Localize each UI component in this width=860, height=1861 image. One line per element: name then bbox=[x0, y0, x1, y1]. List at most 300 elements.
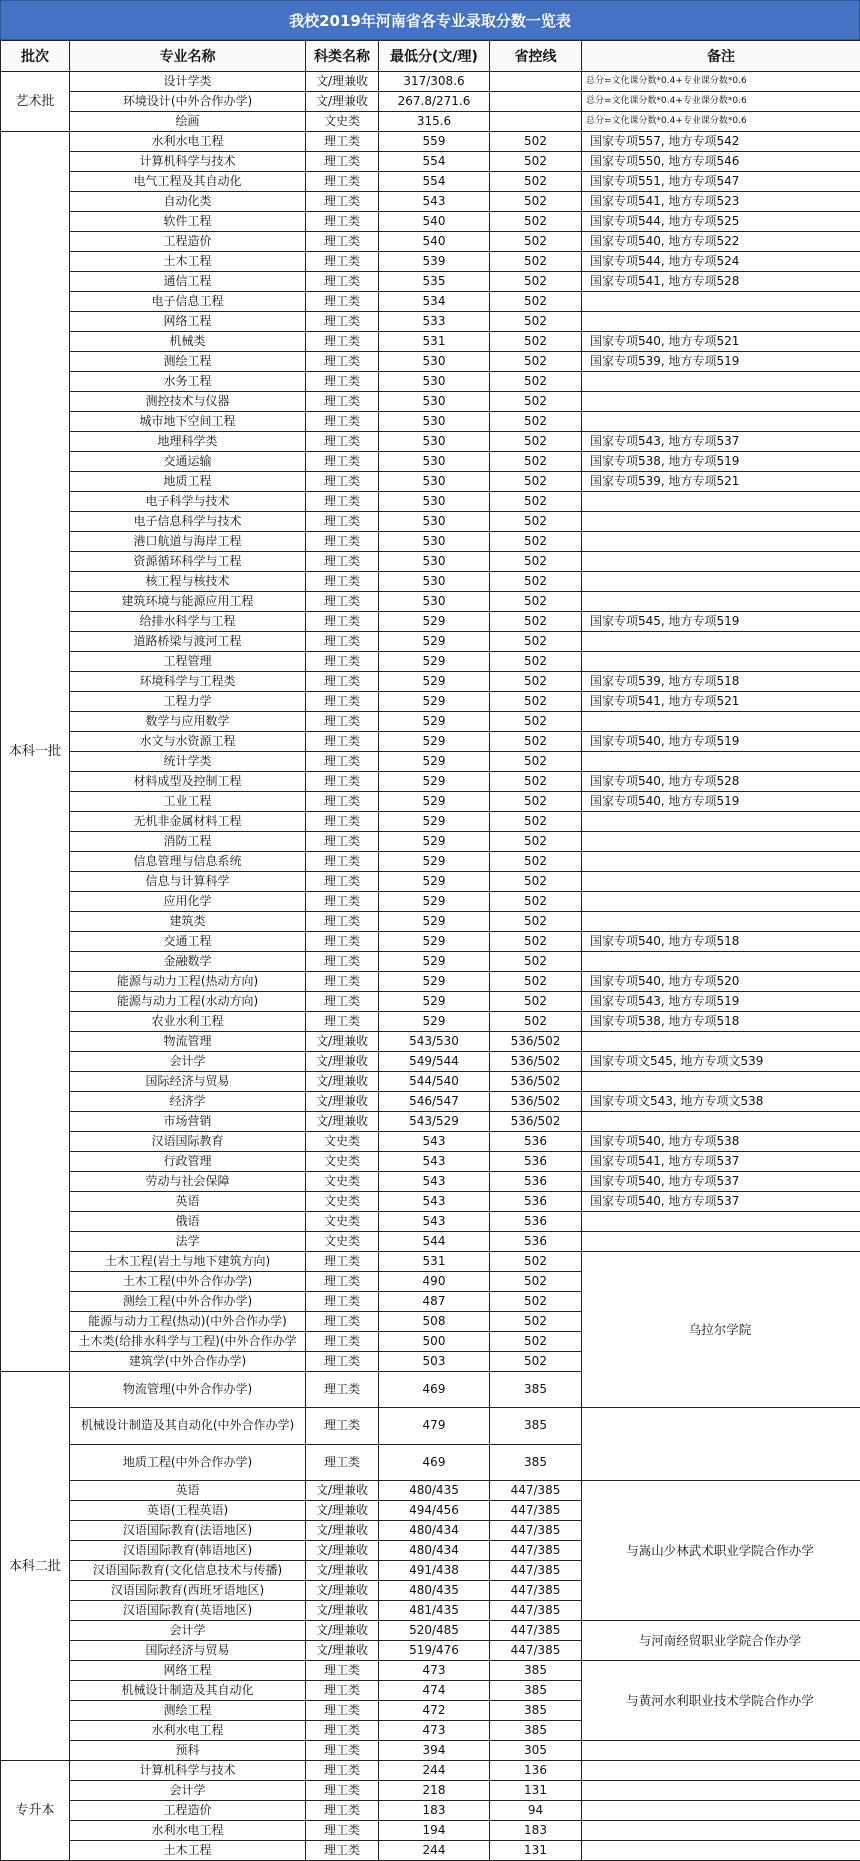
table-row bbox=[1, 1232, 860, 1252]
category-cell: 理工类 bbox=[306, 1761, 379, 1781]
major-cell: 测绘工程 bbox=[70, 1701, 306, 1721]
category-cell: 理工类 bbox=[306, 172, 379, 192]
control-line-cell bbox=[490, 92, 582, 112]
table-row bbox=[1, 1132, 860, 1152]
note-cell bbox=[582, 952, 860, 972]
category-cell: 理工类 bbox=[306, 932, 379, 952]
table-row bbox=[1, 1444, 860, 1480]
category-cell: 理工类 bbox=[306, 672, 379, 692]
merged-note-cell: 与黄河水利职业技术学院合作办学 bbox=[582, 1661, 860, 1741]
control-line-cell: 502 bbox=[490, 212, 582, 232]
score-cell: 480/434 bbox=[379, 1541, 490, 1561]
score-cell: 529 bbox=[379, 952, 490, 972]
major-cell: 会计学 bbox=[70, 1621, 306, 1641]
category-cell: 理工类 bbox=[306, 1292, 379, 1312]
table-row bbox=[1, 92, 860, 112]
major-cell: 土木工程(中外合作办学) bbox=[70, 1272, 306, 1292]
score-cell: 469 bbox=[379, 1444, 490, 1480]
note-cell bbox=[582, 552, 860, 572]
category-cell: 理工类 bbox=[306, 1681, 379, 1701]
category-cell: 理工类 bbox=[306, 1332, 379, 1352]
score-cell: 529 bbox=[379, 972, 490, 992]
category-cell: 理工类 bbox=[306, 852, 379, 872]
major-cell: 汉语国际教育(文化信息技术与传播) bbox=[70, 1561, 306, 1581]
category-cell: 理工类 bbox=[306, 692, 379, 712]
note-cell bbox=[582, 832, 860, 852]
table-title: 我校2019年河南省各专业录取分数一览表 bbox=[0, 0, 860, 40]
category-cell: 理工类 bbox=[306, 1801, 379, 1821]
control-line-cell: 502 bbox=[490, 1252, 582, 1272]
score-cell: 543 bbox=[379, 1192, 490, 1212]
major-cell: 软件工程 bbox=[70, 212, 306, 232]
category-cell: 理工类 bbox=[306, 912, 379, 932]
score-cell: 529 bbox=[379, 672, 490, 692]
category-cell: 理工类 bbox=[306, 812, 379, 832]
table-row bbox=[1, 252, 860, 272]
category-cell: 理工类 bbox=[306, 1701, 379, 1721]
header-batch: 批次 bbox=[1, 41, 70, 72]
category-cell: 理工类 bbox=[306, 712, 379, 732]
score-cell: 473 bbox=[379, 1721, 490, 1741]
major-cell: 土木类(给排水科学与工程)(中外合作办学 bbox=[70, 1332, 306, 1352]
major-cell: 汉语国际教育 bbox=[70, 1132, 306, 1152]
control-line-cell: 447/385 bbox=[490, 1481, 582, 1501]
category-cell: 理工类 bbox=[306, 752, 379, 772]
control-line-cell: 502 bbox=[490, 772, 582, 792]
control-line-cell: 502 bbox=[490, 932, 582, 952]
category-cell: 文/理兼收 bbox=[306, 1561, 379, 1581]
control-line-cell: 502 bbox=[490, 512, 582, 532]
category-cell: 理工类 bbox=[306, 432, 379, 452]
table-row bbox=[1, 412, 860, 432]
table-row bbox=[1, 372, 860, 392]
control-line-cell: 447/385 bbox=[490, 1521, 582, 1541]
category-cell: 文/理兼收 bbox=[306, 1112, 379, 1132]
category-cell: 理工类 bbox=[306, 372, 379, 392]
control-line-cell: 502 bbox=[490, 752, 582, 772]
note-cell bbox=[582, 1781, 860, 1801]
table-row bbox=[1, 692, 860, 712]
table-row bbox=[1, 732, 860, 752]
category-cell: 文史类 bbox=[306, 1132, 379, 1152]
control-line-cell: 502 bbox=[490, 472, 582, 492]
score-cell: 530 bbox=[379, 392, 490, 412]
major-cell: 预科 bbox=[70, 1741, 306, 1761]
control-line-cell: 447/385 bbox=[490, 1581, 582, 1601]
note-cell: 国家专项540, 地方专项521 bbox=[582, 332, 860, 352]
score-cell: 530 bbox=[379, 412, 490, 432]
major-cell: 自动化类 bbox=[70, 192, 306, 212]
major-cell: 城市地下空间工程 bbox=[70, 412, 306, 432]
score-cell: 474 bbox=[379, 1681, 490, 1701]
major-cell: 信息管理与信息系统 bbox=[70, 852, 306, 872]
control-line-cell bbox=[490, 72, 582, 92]
control-line-cell: 502 bbox=[490, 952, 582, 972]
category-cell: 文/理兼收 bbox=[306, 1501, 379, 1521]
note-cell: 国家专项541, 地方专项523 bbox=[582, 192, 860, 212]
category-cell: 理工类 bbox=[306, 1444, 379, 1480]
score-cell: 315.6 bbox=[379, 112, 490, 132]
score-cell: 472 bbox=[379, 1701, 490, 1721]
major-cell: 物流管理 bbox=[70, 1032, 306, 1052]
category-cell: 理工类 bbox=[306, 612, 379, 632]
major-cell: 建筑学(中外合作办学) bbox=[70, 1352, 306, 1372]
score-cell: 530 bbox=[379, 492, 490, 512]
category-cell: 理工类 bbox=[306, 592, 379, 612]
major-cell: 计算机科学与技术 bbox=[70, 1761, 306, 1781]
table-row bbox=[1, 992, 860, 1012]
control-line-cell: 502 bbox=[490, 1352, 582, 1372]
table-row bbox=[1, 592, 860, 612]
score-cell: 529 bbox=[379, 632, 490, 652]
table-row bbox=[1, 172, 860, 192]
table-row bbox=[1, 232, 860, 252]
score-cell: 480/435 bbox=[379, 1481, 490, 1501]
major-cell: 机械类 bbox=[70, 332, 306, 352]
score-cell: 503 bbox=[379, 1352, 490, 1372]
score-cell: 543/529 bbox=[379, 1112, 490, 1132]
note-cell bbox=[582, 1821, 860, 1841]
score-cell: 529 bbox=[379, 812, 490, 832]
score-cell: 543 bbox=[379, 1212, 490, 1232]
control-line-cell: 502 bbox=[490, 352, 582, 372]
note-cell bbox=[582, 1112, 860, 1132]
score-cell: 543 bbox=[379, 1172, 490, 1192]
note-cell: 国家专项541, 地方专项528 bbox=[582, 272, 860, 292]
score-cell: 543/530 bbox=[379, 1032, 490, 1052]
major-cell: 电气工程及其自动化 bbox=[70, 172, 306, 192]
score-cell: 535 bbox=[379, 272, 490, 292]
score-cell: 529 bbox=[379, 792, 490, 812]
category-cell: 理工类 bbox=[306, 952, 379, 972]
control-line-cell: 502 bbox=[490, 292, 582, 312]
score-cell: 530 bbox=[379, 552, 490, 572]
major-cell: 核工程与核技术 bbox=[70, 572, 306, 592]
category-cell: 理工类 bbox=[306, 1312, 379, 1332]
control-line-cell: 536/502 bbox=[490, 1032, 582, 1052]
note-cell: 总分=文化课分数*0.4+专业课分数*0.6 bbox=[582, 112, 860, 132]
score-cell: 544/540 bbox=[379, 1072, 490, 1092]
note-cell bbox=[582, 1232, 860, 1252]
control-line-cell: 502 bbox=[490, 332, 582, 352]
score-cell: 543 bbox=[379, 192, 490, 212]
note-cell bbox=[582, 712, 860, 732]
note-cell bbox=[582, 852, 860, 872]
table-row bbox=[1, 612, 860, 632]
score-cell: 480/435 bbox=[379, 1581, 490, 1601]
major-cell: 应用化学 bbox=[70, 892, 306, 912]
control-line-cell: 502 bbox=[490, 812, 582, 832]
note-cell bbox=[582, 592, 860, 612]
batch-cell: 本科一批 bbox=[1, 132, 70, 1372]
category-cell: 理工类 bbox=[306, 1352, 379, 1372]
control-line-cell: 131 bbox=[490, 1781, 582, 1801]
note-cell: 国家专项557, 地方专项542 bbox=[582, 132, 860, 152]
score-cell: 529 bbox=[379, 712, 490, 732]
score-cell: 519/476 bbox=[379, 1641, 490, 1661]
major-cell: 信息与计算科学 bbox=[70, 872, 306, 892]
major-cell: 工业工程 bbox=[70, 792, 306, 812]
control-line-cell: 536 bbox=[490, 1152, 582, 1172]
category-cell: 理工类 bbox=[306, 992, 379, 1012]
note-cell: 国家专项540, 地方专项537 bbox=[582, 1172, 860, 1192]
major-cell: 物流管理(中外合作办学) bbox=[70, 1372, 306, 1408]
note-cell: 国家专项文543, 地方专项文538 bbox=[582, 1092, 860, 1112]
table-row bbox=[1, 652, 860, 672]
score-cell: 549/544 bbox=[379, 1052, 490, 1072]
table-row bbox=[1, 512, 860, 532]
table-row bbox=[1, 1821, 860, 1841]
major-cell: 交通工程 bbox=[70, 932, 306, 952]
major-cell: 英语 bbox=[70, 1481, 306, 1501]
control-line-cell: 305 bbox=[490, 1741, 582, 1761]
note-cell bbox=[582, 652, 860, 672]
table-row bbox=[1, 452, 860, 472]
note-cell bbox=[582, 532, 860, 552]
score-cell: 317/308.6 bbox=[379, 72, 490, 92]
table-row bbox=[1, 432, 860, 452]
note-cell bbox=[582, 312, 860, 332]
control-line-cell: 502 bbox=[490, 132, 582, 152]
table-row bbox=[1, 1012, 860, 1032]
major-cell: 市场营销 bbox=[70, 1112, 306, 1132]
score-cell: 490 bbox=[379, 1272, 490, 1292]
control-line-cell: 502 bbox=[490, 1332, 582, 1352]
score-cell: 183 bbox=[379, 1801, 490, 1821]
major-cell: 水文与水资源工程 bbox=[70, 732, 306, 752]
category-cell: 理工类 bbox=[306, 352, 379, 372]
category-cell: 理工类 bbox=[306, 332, 379, 352]
note-cell bbox=[582, 412, 860, 432]
score-cell: 529 bbox=[379, 912, 490, 932]
table-row bbox=[1, 132, 860, 152]
category-cell: 文/理兼收 bbox=[306, 1481, 379, 1501]
major-cell: 测绘工程(中外合作办学) bbox=[70, 1292, 306, 1312]
score-cell: 531 bbox=[379, 332, 490, 352]
control-line-cell: 385 bbox=[490, 1372, 582, 1408]
control-line-cell: 502 bbox=[490, 892, 582, 912]
header-category: 科类名称 bbox=[306, 41, 379, 72]
major-cell: 地质工程(中外合作办学) bbox=[70, 1444, 306, 1480]
control-line-cell: 502 bbox=[490, 432, 582, 452]
note-cell: 国家专项539, 地方专项519 bbox=[582, 352, 860, 372]
score-cell: 481/435 bbox=[379, 1601, 490, 1621]
category-cell: 理工类 bbox=[306, 872, 379, 892]
major-cell: 电子科学与技术 bbox=[70, 492, 306, 512]
major-cell: 法学 bbox=[70, 1232, 306, 1252]
category-cell: 理工类 bbox=[306, 1721, 379, 1741]
table-row bbox=[1, 632, 860, 652]
table-row bbox=[1, 1408, 860, 1444]
score-cell: 530 bbox=[379, 512, 490, 532]
control-line-cell: 502 bbox=[490, 992, 582, 1012]
major-cell: 环境设计(中外合作办学) bbox=[70, 92, 306, 112]
score-cell: 543 bbox=[379, 1132, 490, 1152]
score-cell: 530 bbox=[379, 372, 490, 392]
category-cell: 理工类 bbox=[306, 1252, 379, 1272]
major-cell: 计算机科学与技术 bbox=[70, 152, 306, 172]
table-row bbox=[1, 492, 860, 512]
control-line-cell: 385 bbox=[490, 1701, 582, 1721]
note-cell: 国家专项541, 地方专项537 bbox=[582, 1152, 860, 1172]
table-row bbox=[1, 832, 860, 852]
score-cell: 531 bbox=[379, 1252, 490, 1272]
category-cell: 理工类 bbox=[306, 1661, 379, 1681]
control-line-cell: 502 bbox=[490, 872, 582, 892]
control-line-cell: 502 bbox=[490, 172, 582, 192]
major-cell: 建筑环境与能源应用工程 bbox=[70, 592, 306, 612]
note-cell bbox=[582, 1212, 860, 1232]
note-cell: 国家专项544, 地方专项524 bbox=[582, 252, 860, 272]
control-line-cell: 536 bbox=[490, 1212, 582, 1232]
score-cell: 530 bbox=[379, 532, 490, 552]
table-row bbox=[1, 1092, 860, 1112]
table-row bbox=[1, 332, 860, 352]
control-line-cell: 136 bbox=[490, 1761, 582, 1781]
table-row bbox=[1, 212, 860, 232]
major-cell: 网络工程 bbox=[70, 312, 306, 332]
score-cell: 540 bbox=[379, 232, 490, 252]
major-cell: 行政管理 bbox=[70, 1152, 306, 1172]
category-cell: 文/理兼收 bbox=[306, 1601, 379, 1621]
note-cell: 国家专项550, 地方专项546 bbox=[582, 152, 860, 172]
category-cell: 文史类 bbox=[306, 1232, 379, 1252]
category-cell: 文史类 bbox=[306, 1172, 379, 1192]
note-cell bbox=[582, 632, 860, 652]
major-cell: 劳动与社会保障 bbox=[70, 1172, 306, 1192]
category-cell: 理工类 bbox=[306, 212, 379, 232]
score-cell: 530 bbox=[379, 472, 490, 492]
note-cell: 国家专项540, 地方专项519 bbox=[582, 732, 860, 752]
major-cell: 水利水电工程 bbox=[70, 132, 306, 152]
category-cell: 理工类 bbox=[306, 892, 379, 912]
note-cell: 总分=文化课分数*0.4+专业课分数*0.6 bbox=[582, 92, 860, 112]
table-row bbox=[1, 1481, 860, 1501]
control-line-cell: 502 bbox=[490, 612, 582, 632]
control-line-cell: 502 bbox=[490, 712, 582, 732]
note-cell bbox=[582, 812, 860, 832]
major-cell: 工程管理 bbox=[70, 652, 306, 672]
category-cell: 理工类 bbox=[306, 632, 379, 652]
major-cell: 测绘工程 bbox=[70, 352, 306, 372]
table-row bbox=[1, 1212, 860, 1232]
note-cell bbox=[582, 892, 860, 912]
category-cell: 理工类 bbox=[306, 1741, 379, 1761]
table-row bbox=[1, 1801, 860, 1821]
table-row bbox=[1, 292, 860, 312]
control-line-cell: 502 bbox=[490, 832, 582, 852]
table-row bbox=[1, 812, 860, 832]
category-cell: 文/理兼收 bbox=[306, 1092, 379, 1112]
major-cell: 汉语国际教育(韩语地区) bbox=[70, 1541, 306, 1561]
category-cell: 理工类 bbox=[306, 392, 379, 412]
table-row bbox=[1, 892, 860, 912]
control-line-cell: 502 bbox=[490, 272, 582, 292]
score-cell: 546/547 bbox=[379, 1092, 490, 1112]
control-line-cell: 502 bbox=[490, 792, 582, 812]
control-line-cell: 536/502 bbox=[490, 1112, 582, 1132]
control-line-cell: 502 bbox=[490, 652, 582, 672]
table-row bbox=[1, 152, 860, 172]
control-line-cell: 536/502 bbox=[490, 1052, 582, 1072]
category-cell: 理工类 bbox=[306, 472, 379, 492]
score-cell: 529 bbox=[379, 612, 490, 632]
category-cell: 理工类 bbox=[306, 132, 379, 152]
category-cell: 文/理兼收 bbox=[306, 1521, 379, 1541]
category-cell: 理工类 bbox=[306, 792, 379, 812]
control-line-cell: 447/385 bbox=[490, 1561, 582, 1581]
table-body bbox=[1, 72, 860, 1861]
table-row bbox=[1, 952, 860, 972]
table-row bbox=[1, 932, 860, 952]
table-row bbox=[1, 912, 860, 932]
table-row bbox=[1, 972, 860, 992]
note-cell: 国家专项540, 地方专项520 bbox=[582, 972, 860, 992]
control-line-cell: 385 bbox=[490, 1661, 582, 1681]
table-row bbox=[1, 572, 860, 592]
score-cell: 473 bbox=[379, 1661, 490, 1681]
score-cell: 529 bbox=[379, 992, 490, 1012]
note-cell: 国家专项540, 地方专项528 bbox=[582, 772, 860, 792]
category-cell: 理工类 bbox=[306, 192, 379, 212]
note-cell: 国家专项538, 地方专项519 bbox=[582, 452, 860, 472]
table-row bbox=[1, 532, 860, 552]
control-line-cell: 502 bbox=[490, 1012, 582, 1032]
category-cell: 文/理兼收 bbox=[306, 1052, 379, 1072]
major-cell: 土木工程 bbox=[70, 1841, 306, 1861]
control-line-cell: 536/502 bbox=[490, 1072, 582, 1092]
score-cell: 529 bbox=[379, 832, 490, 852]
merged-note-cell: 与河南经贸职业学院合作办学 bbox=[582, 1621, 860, 1661]
note-cell: 国家专项544, 地方专项525 bbox=[582, 212, 860, 232]
major-cell: 电子信息科学与技术 bbox=[70, 512, 306, 532]
merged-note-cell: 与嵩山少林武术职业学院合作办学 bbox=[582, 1481, 860, 1621]
score-cell: 530 bbox=[379, 452, 490, 472]
control-line-cell: 502 bbox=[490, 572, 582, 592]
score-cell: 529 bbox=[379, 872, 490, 892]
control-line-cell: 502 bbox=[490, 632, 582, 652]
category-cell: 文/理兼收 bbox=[306, 1032, 379, 1052]
category-cell: 文/理兼收 bbox=[306, 1541, 379, 1561]
note-cell bbox=[582, 752, 860, 772]
control-line-cell: 131 bbox=[490, 1841, 582, 1861]
category-cell: 理工类 bbox=[306, 152, 379, 172]
note-cell bbox=[582, 1801, 860, 1821]
control-line-cell: 447/385 bbox=[490, 1541, 582, 1561]
table-row bbox=[1, 1032, 860, 1052]
table-row bbox=[1, 1252, 860, 1272]
note-cell: 国家专项543, 地方专项519 bbox=[582, 992, 860, 1012]
header-note: 备注 bbox=[582, 41, 860, 72]
control-line-cell: 502 bbox=[490, 672, 582, 692]
batch-cell: 艺术批 bbox=[1, 72, 70, 132]
major-cell: 绘画 bbox=[70, 112, 306, 132]
score-cell: 543 bbox=[379, 1152, 490, 1172]
category-cell: 理工类 bbox=[306, 1272, 379, 1292]
table-row bbox=[1, 1841, 860, 1861]
major-cell: 交通运输 bbox=[70, 452, 306, 472]
table-row bbox=[1, 712, 860, 732]
major-cell: 数学与应用数学 bbox=[70, 712, 306, 732]
control-line-cell: 536 bbox=[490, 1232, 582, 1252]
major-cell: 金融数学 bbox=[70, 952, 306, 972]
score-cell: 533 bbox=[379, 312, 490, 332]
category-cell: 理工类 bbox=[306, 572, 379, 592]
table-row bbox=[1, 392, 860, 412]
major-cell: 材料成型及控制工程 bbox=[70, 772, 306, 792]
score-cell: 559 bbox=[379, 132, 490, 152]
category-cell: 理工类 bbox=[306, 1408, 379, 1444]
